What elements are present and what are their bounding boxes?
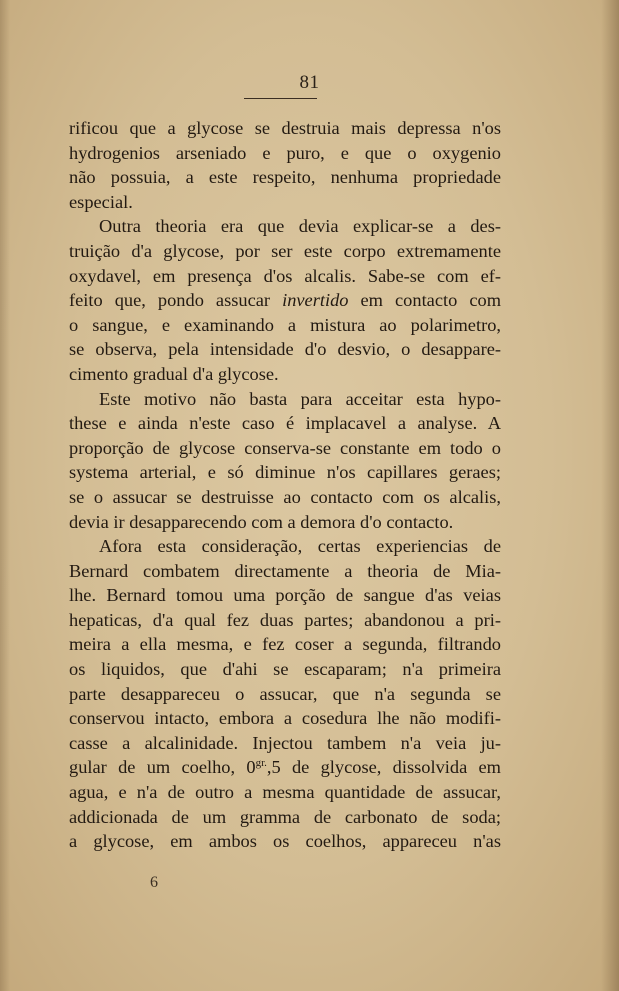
text-line: cimento gradual d'a glycose.: [69, 363, 279, 384]
text-line: these e ainda n'este caso é implacavel a analyse. A: [69, 413, 501, 434]
page-number: 81: [299, 72, 320, 93]
text-line: especial.: [69, 191, 133, 212]
text-line: o sangue, e examinando a mistura ao polarimetro,: [69, 314, 501, 335]
text-line: a glycose, em ambos os coelhos, appareceu n'as: [69, 831, 501, 852]
text-line: parte desappareceu o assucar, que n'a segunda se: [69, 683, 501, 704]
text-line: proporção de glycose conserva-se constante em todo o: [69, 437, 501, 458]
text-line: Afora esta consideração, certas experiencias de: [99, 536, 501, 557]
text-line: [69, 755, 501, 780]
page-gutter-shadow: [0, 0, 10, 991]
text-line: [69, 288, 501, 313]
text-line: casse a alcalinidade. Injectou tambem n'a veia ju-: [69, 732, 501, 753]
text-line: hydrogenios arseniado e puro, e que o oxygenio: [69, 142, 501, 163]
page-edge-shadow: [601, 0, 619, 991]
text-line: conservou intacto, embora a cosedura lhe não modifi-: [69, 708, 501, 729]
body-text: [69, 116, 501, 854]
text-line: Outra theoria era que devia explicar-se a des-: [99, 216, 501, 237]
signature-mark: 6: [150, 874, 158, 891]
text-line: agua, e n'a de outro a mesma quantidade de assucar,: [69, 782, 501, 803]
text-line: rificou que a glycose se destruia mais depressa n'os: [69, 118, 501, 138]
text-line: truição d'a glycose, por ser este corpo extremamente: [69, 240, 501, 261]
text-line: devia ir desapparecendo com a demora d'o contacto.: [69, 511, 454, 532]
text-fragment: ,5 de glycose, dissolvida em: [266, 757, 501, 778]
text-line: se o assucar se destruisse ao contacto com os alcalis,: [69, 486, 501, 507]
superscript-unit: gr.: [255, 757, 267, 770]
text-line: Este motivo não basta para acceitar esta hypo-: [99, 388, 501, 409]
text-line: addicionada de um gramma de carbonato de soda;: [69, 806, 501, 827]
italic-term: invertido: [282, 290, 349, 311]
text-line: não possuia, a este respeito, nenhuma propriedade: [69, 167, 501, 188]
header-rule: [244, 98, 317, 99]
text-fragment: feito que, pondo assucar: [69, 290, 283, 311]
text-line: systema arterial, e só diminue n'os capillares geraes;: [69, 462, 501, 483]
text-line: os liquidos, que d'ahi se escaparam; n'a primeira: [69, 659, 501, 680]
text-line: oxydavel, em presença d'os alcalis. Sabe-se com ef-: [69, 265, 501, 286]
text-line: se observa, pela intensidade d'o desvio, o desappare-: [69, 339, 501, 360]
text-fragment: gular de um coelho, 0: [69, 757, 256, 778]
text-line: hepaticas, d'a qual fez duas partes; abandonou a pri-: [69, 609, 501, 630]
text-line: Bernard combatem directamente a theoria de Mia-: [69, 560, 501, 581]
text-fragment: em contacto com: [348, 290, 501, 311]
text-line: lhe. Bernard tomou uma porção de sangue d'as veias: [69, 585, 501, 606]
text-line: meira a ella mesma, e fez coser a segunda, filtrando: [69, 634, 501, 655]
